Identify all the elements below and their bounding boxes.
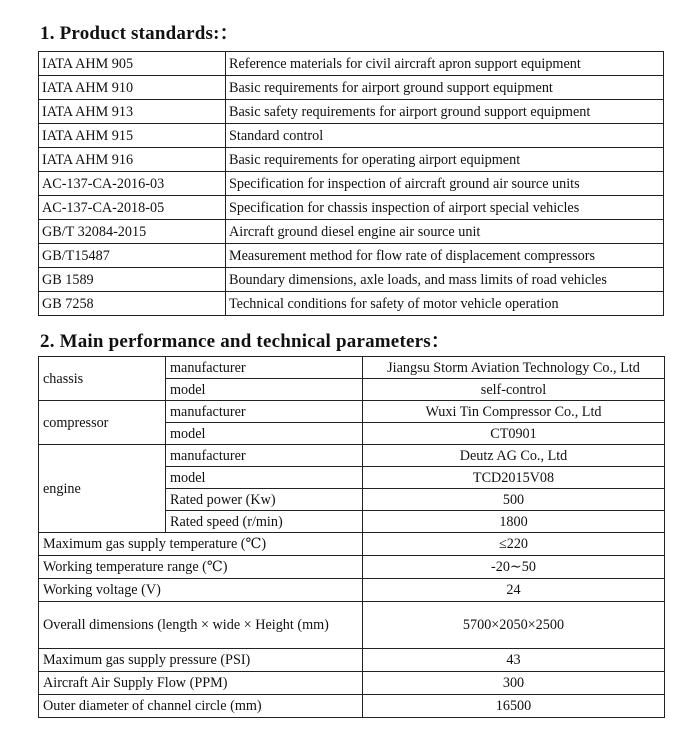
engine-speed-label: Rated speed (r/min) (166, 511, 363, 533)
standard-code: IATA AHM 910 (39, 76, 226, 100)
engine-power-label: Rated power (Kw) (166, 489, 363, 511)
compressor-model-label: model (166, 423, 363, 445)
standard-row (39, 148, 664, 172)
standard-description: Basic requirements for airport ground support equipment (226, 76, 664, 100)
parameter-value: 16500 (363, 695, 665, 718)
chassis-manufacturer-label: manufacturer (166, 357, 363, 379)
standard-code: IATA AHM 905 (39, 52, 226, 76)
chassis-model-label: model (166, 379, 363, 401)
standard-row (39, 52, 664, 76)
standard-row (39, 292, 664, 316)
parameter-label: Outer diameter of channel circle (mm) (39, 695, 363, 718)
section-title-technical-parameters: 2. Main performance and technical parameters： (40, 331, 451, 352)
standard-code: GB/T 32084-2015 (39, 220, 226, 244)
parameter-label: Maximum gas supply temperature (℃) (39, 533, 363, 556)
engine-label: engine (39, 445, 166, 533)
standard-code: IATA AHM 915 (39, 124, 226, 148)
standard-row (39, 196, 664, 220)
parameter-label: Overall dimensions (length × wide × Height (mm) (39, 602, 363, 649)
compressor-manufacturer-label: manufacturer (166, 401, 363, 423)
parameter-row (39, 533, 665, 556)
engine-power-value: 500 (363, 489, 665, 511)
parameter-row (39, 649, 665, 672)
chassis-manufacturer-value: Jiangsu Storm Aviation Technology Co., Ltd (363, 357, 665, 379)
technical-parameters-table (38, 356, 665, 718)
standard-row (39, 124, 664, 148)
standard-description: Basic requirements for operating airport equipment (226, 148, 664, 172)
standard-row (39, 220, 664, 244)
parameter-row (39, 579, 665, 602)
standard-code: AC-137-CA-2016-03 (39, 172, 226, 196)
engine-speed-value: 1800 (363, 511, 665, 533)
parameter-label: Maximum gas supply pressure (PSI) (39, 649, 363, 672)
engine-manufacturer-label: manufacturer (166, 445, 363, 467)
standard-description: Specification for inspection of aircraft ground air source units (226, 172, 664, 196)
standard-code: IATA AHM 913 (39, 100, 226, 124)
chassis-model-value: self-control (363, 379, 665, 401)
parameter-value: 24 (363, 579, 665, 602)
standard-row (39, 76, 664, 100)
standard-description: Technical conditions for safety of motor vehicle operation (226, 292, 664, 316)
parameter-row (39, 556, 665, 579)
parameter-value: -20∼50 (363, 556, 665, 579)
standard-row (39, 244, 664, 268)
chassis-label: chassis (39, 357, 166, 401)
parameter-row (39, 695, 665, 718)
standard-description: Standard control (226, 124, 664, 148)
parameter-row (39, 602, 665, 649)
standard-description: Specification for chassis inspection of airport special vehicles (226, 196, 664, 220)
parameter-label: Aircraft Air Supply Flow (PPM) (39, 672, 363, 695)
standard-row (39, 268, 664, 292)
standard-description: Basic safety requirements for airport ground support equipment (226, 100, 664, 124)
product-standards-table (38, 51, 664, 316)
standard-row (39, 172, 664, 196)
parameter-value: 5700×2050×2500 (363, 602, 665, 649)
standard-code: AC-137-CA-2018-05 (39, 196, 226, 220)
parameter-row (39, 672, 665, 695)
standard-code: GB 1589 (39, 268, 226, 292)
standard-code: IATA AHM 916 (39, 148, 226, 172)
standard-code: GB 7258 (39, 292, 226, 316)
engine-model-value: TCD2015V08 (363, 467, 665, 489)
parameter-value: ≤220 (363, 533, 665, 556)
section-title-product-standards: 1. Product standards:： (40, 23, 239, 44)
compressor-manufacturer-value: Wuxi Tin Compressor Co., Ltd (363, 401, 665, 423)
standard-description: Measurement method for flow rate of displacement compressors (226, 244, 664, 268)
standard-description: Boundary dimensions, axle loads, and mass limits of road vehicles (226, 268, 664, 292)
standard-description: Aircraft ground diesel engine air source unit (226, 220, 664, 244)
parameter-label: Working temperature range (℃) (39, 556, 363, 579)
compressor-model-value: CT0901 (363, 423, 665, 445)
parameter-value: 43 (363, 649, 665, 672)
standard-code: GB/T15487 (39, 244, 226, 268)
standard-description: Reference materials for civil aircraft apron support equipment (226, 52, 664, 76)
parameter-label: Working voltage (V) (39, 579, 363, 602)
standard-row (39, 100, 664, 124)
engine-manufacturer-value: Deutz AG Co., Ltd (363, 445, 665, 467)
parameter-value: 300 (363, 672, 665, 695)
compressor-label: compressor (39, 401, 166, 445)
engine-model-label: model (166, 467, 363, 489)
